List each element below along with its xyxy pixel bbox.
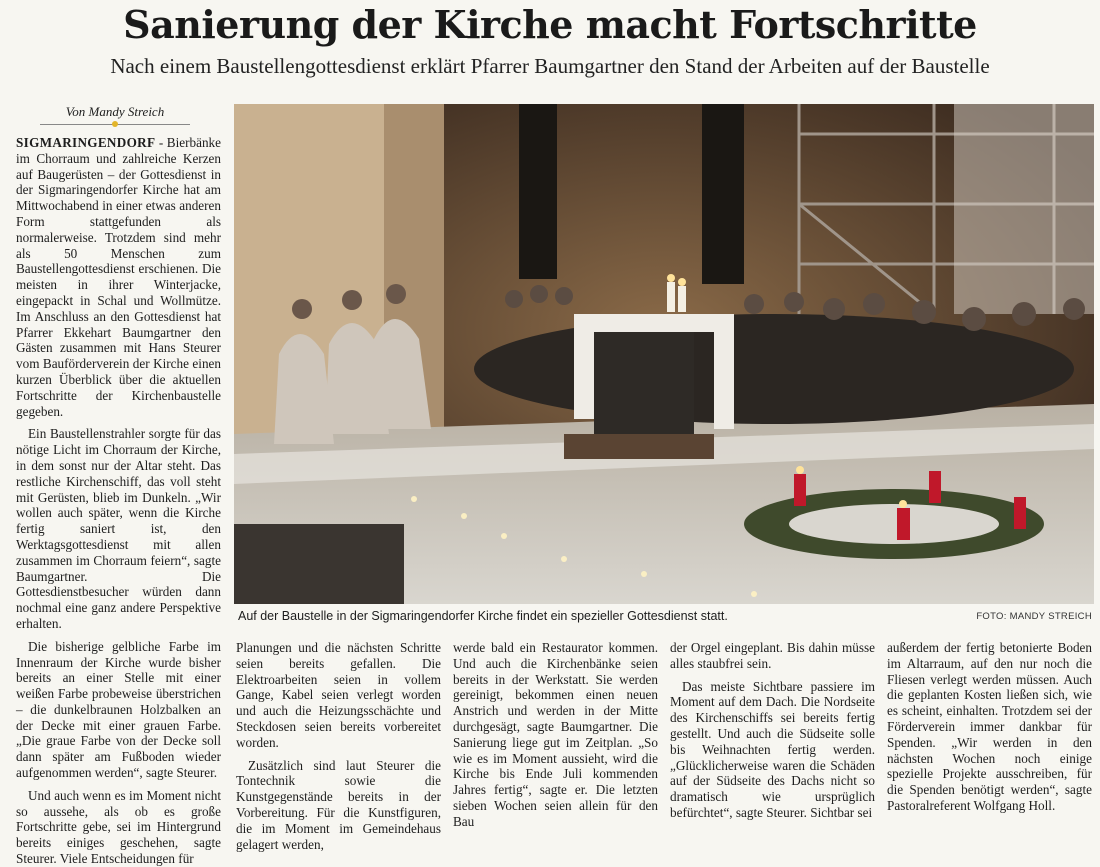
paragraph: Das meiste Sichtbare passiere im Moment auf dem Dach. Die Nordseite des Kirchenschiffs sei bereits fertig gestellt. Und auch die Südseite solle bis Weihnachten fertig werden. „Glücklicherweise waren die Schäden auf der Südseite des Dachs nicht so dramatisch wie ursprüglich befürchtet“, sagte Steurer. Sichtbar sei [670, 678, 875, 820]
paragraph: der Orgel eingeplant. Bis dahin müsse alles staubfrei sein. [670, 640, 875, 671]
church-photo [234, 104, 1094, 604]
subheadline: Nach einem Baustellengottesdienst erklärt Pfarrer Baumgartner den Stand der Arbeiten auf der Baustelle [110, 54, 990, 78]
byline-dot-icon [112, 121, 118, 127]
column-3 [453, 640, 658, 829]
paragraph: Und auch wenn es im Moment nicht so aussehe, als ob es große Fortschritte gebe, sei im Hintergrund bereits einiges geschehen, sagte Steurer. Viele Entscheidungen für [16, 787, 221, 867]
byline: Von Mandy Streich [65, 104, 165, 119]
paragraph: Zusätzlich sind laut Steurer die Tontechnik sowie die Kunstgegenstände bereits in der Vorbereitung. Für die Kunstfiguren, die im Moment im Gemeindehaus gelagert werden, [236, 757, 441, 852]
column-5 [887, 640, 1092, 812]
photo-credit: FOTO: MANDY STREICH [976, 611, 1092, 622]
headline: Sanierung der Kirche macht Fortschritte [123, 2, 977, 47]
paragraph: außerdem der fertig betonierte Boden im Altarraum, auf den nur noch die Fliesen verlegt werden müssen. Auch die geplanten Kosten ließen sich, wie es scheint, einhalten. Trotzdem sei der Förderverein immer dankbar für Spenden. „Wir werden in den nächsten Wochen noch einige spezielle Projekte ausschreiben, für die Spenden benötigt werden“, sagte Pastoralreferent Wolfgang Holl. [887, 640, 1092, 813]
paragraph: Ein Baustellenstrahler sorgte für das nötige Licht im Chorraum der Kirche, in dem sonst nur der Altar steht. Das restliche Kirchenschiff, das voll steht mit Gerüsten, blieb im Dunkeln. „Wir wollen auch später, wenn die Kirche fertig saniert ist, den Werktagsgottesdienst mit allen zusammen im Chorraum feiern“, sagte Baumgartner. Die Gottesdienstbesucher würden dann nochmal eine ganz andere Perspektive erhalten. [16, 426, 221, 631]
column-4 [670, 640, 875, 820]
column-2 [236, 640, 441, 852]
photo-caption: Auf der Baustelle in der Sigmaringendorfer Kirche findet ein spezieller Gottesdienst statt. [238, 609, 728, 623]
paragraph: Die bisherige gelbliche Farbe im Innenraum der Kirche wurde bisher bereits an einer Stelle mit einer weißen Farbe probeweise überstrichen – die dunkelbraunen Holzbalken an der Decke mit einer grauen Farbe. „Die graue Farbe von der Decke soll dann später am Fußboden wieder aufgenommen werden“, sagte Steurer. [16, 638, 221, 781]
paragraph [16, 135, 221, 419]
dateline: SIGMARINGENDORF [16, 135, 156, 150]
paragraph: Planungen und die nächsten Schritte seien bereits gefallen. Die Elektroarbeiten seien in vollem Gange, Kabel seien verlegt worden und auch die Heizungsschächte und Steckdosen seien bereits vorbereitet worden. [236, 640, 441, 750]
column-1 [16, 135, 221, 867]
paragraph-text: - Bierbänke im Chorraum und zahlreiche Kerzen auf Baugerüsten – der Gottesdienst in der Sigmaringendorfer Kirche hat am Mittwochabend in einer etwas anderen Form stattgefunden als normalerweise. Trotzdem sind mehr als 50 Menschen zum Baustellengottesdienst erschienen. Die meisten in ihrer Winterjacke, eingepackt in Schal und Wollmütze. Im Anschluss an den Gottesdienst hat Pfarrer Ekkehart Baumgartner den Gästen zusammen mit Hans Steurer vom Bauförderverein der Kirche einen kurzen Überblick über die aktuellen Fortschritte der Kirchenbaustelle gegeben. [16, 135, 221, 419]
church-photo-illustration [234, 104, 1094, 604]
paragraph: werde bald ein Restaurator kommen. Und auch die Kirchenbänke seien bereits in der Werkstatt. Sie werden gereinigt, bekommen einen neuen Anstrich und werden in der Mitte durchgesägt, sagte Baumgartner. Die Sanierung liege gut im Zeitplan. „So wie es im Moment aussieht, wird die Kirche bis Ende Juli kommenden Jahres fertig“, sagte er. Die letzten sieben Wochen seien allein für den Bau [453, 640, 658, 829]
